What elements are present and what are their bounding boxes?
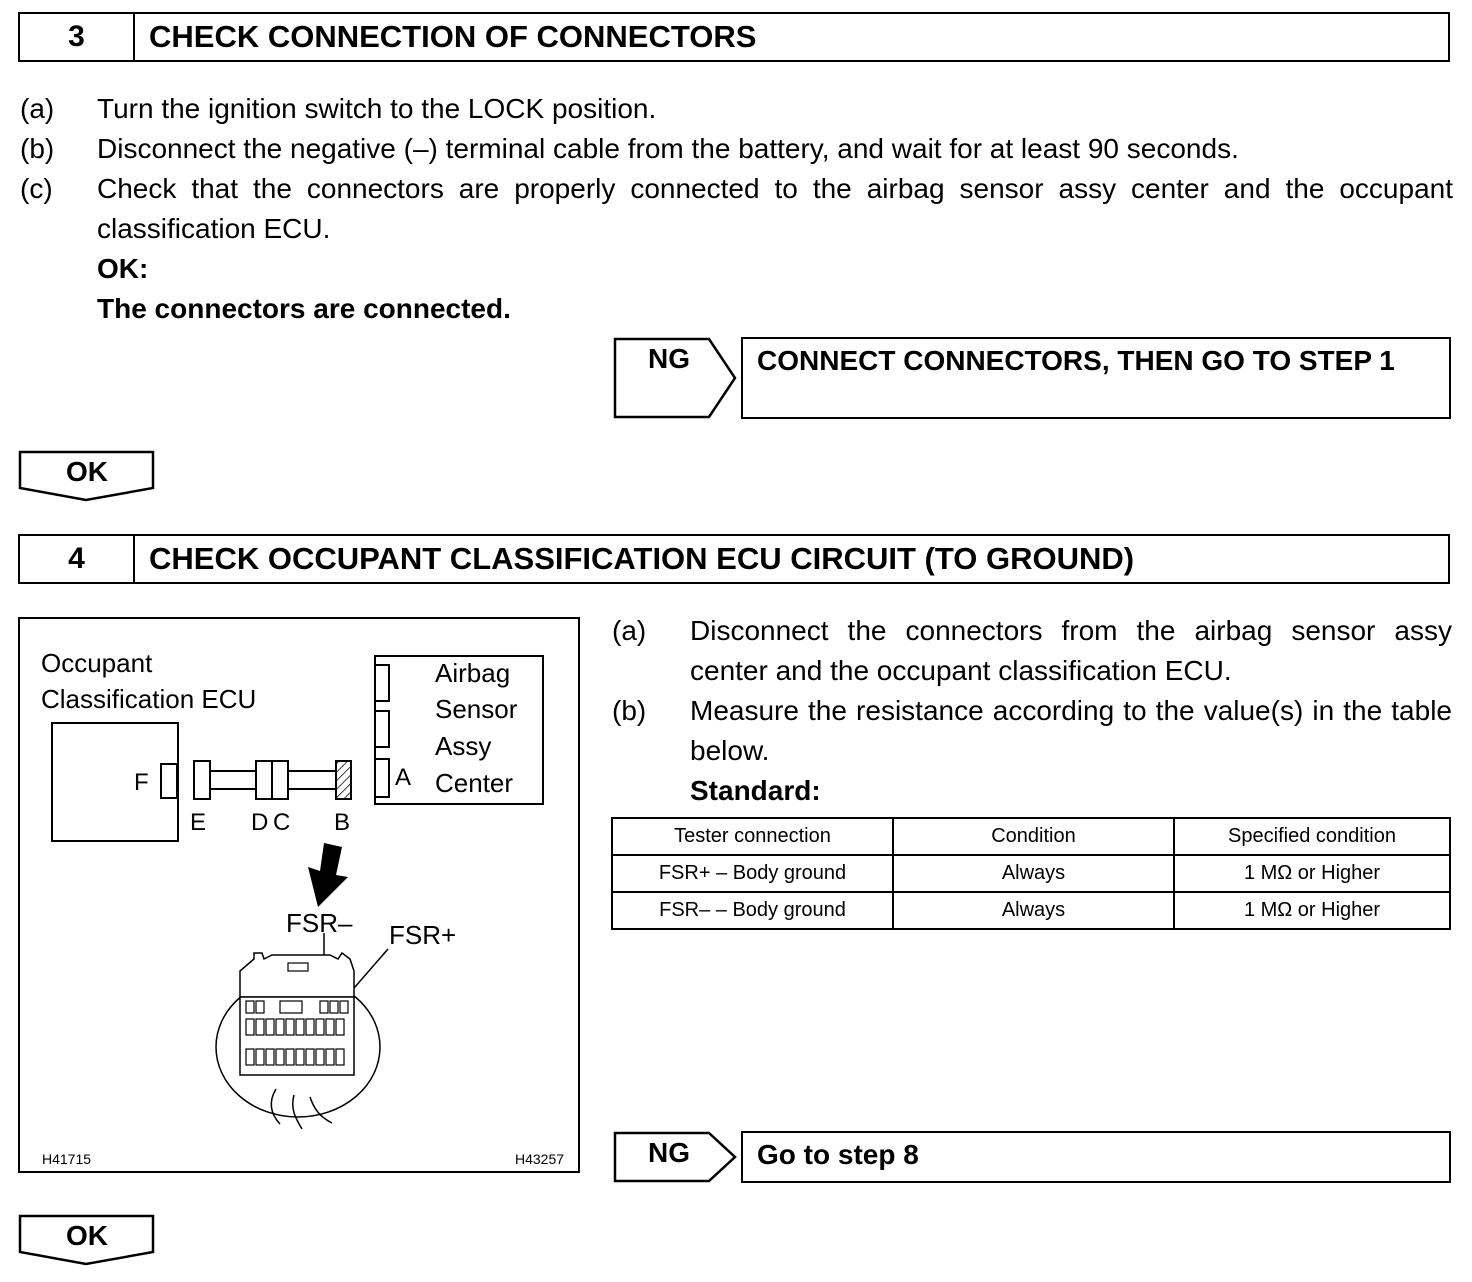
item-text: Turn the ignition switch to the LOCK position. xyxy=(97,93,657,124)
step-3-header xyxy=(18,12,1450,62)
sensor-label-line1: Airbag xyxy=(435,658,511,688)
ng-label: NG xyxy=(648,1137,690,1168)
item-label: (a) xyxy=(612,615,647,646)
table-cell: Always xyxy=(893,855,1174,892)
table-header: Specified condition xyxy=(1174,818,1450,855)
table-cell: FSR– – Body ground xyxy=(612,892,893,929)
standard-label: Standard: xyxy=(690,775,821,806)
sensor-label-line2: Sensor xyxy=(435,694,518,724)
ok-label: OK xyxy=(66,1220,108,1251)
item-label: (c) xyxy=(20,173,53,204)
wire-harness-icon xyxy=(190,757,360,807)
table-header: Condition xyxy=(893,818,1174,855)
connector-letter-f: F xyxy=(134,769,149,796)
step-title: CHECK OCCUPANT CLASSIFICATION ECU CIRCUIT (TO GROUND) xyxy=(149,541,1135,576)
step-4-item-b xyxy=(612,691,1452,771)
step-3-item-c xyxy=(0,169,1472,249)
ng-tag xyxy=(613,1131,738,1183)
table-cell: FSR+ – Body ground xyxy=(612,855,893,892)
item-label: (a) xyxy=(20,93,55,124)
fsr-plus-label: FSR+ xyxy=(389,920,457,950)
ok-tag xyxy=(18,1214,156,1266)
spec-table xyxy=(611,817,1451,930)
connector-letter-a: A xyxy=(395,764,412,791)
connector-letter-b: B xyxy=(334,809,351,836)
ng-label: NG xyxy=(648,343,690,374)
ecu-label-line2: Classification ECU xyxy=(41,684,257,714)
sensor-connector-slot xyxy=(374,664,390,702)
table-header-row xyxy=(612,818,1450,855)
ng-tag xyxy=(613,337,738,419)
pointer-arrow-icon xyxy=(302,841,352,911)
connector-diagram xyxy=(18,617,580,1173)
connector-letter-e: E xyxy=(190,809,207,836)
step-number: 4 xyxy=(20,536,135,582)
sensor-label-line3: Assy xyxy=(435,731,492,761)
ecu-connector-f xyxy=(160,763,178,799)
table-header: Tester connection xyxy=(612,818,893,855)
figure-code-left: H41715 xyxy=(42,1151,92,1167)
ecu-connector-face-icon xyxy=(210,919,390,1139)
step-3-item-a xyxy=(0,89,1472,129)
ok-criteria: The connectors are connected. xyxy=(97,293,511,324)
fsr-minus-label: FSR– xyxy=(286,908,353,938)
ok-tag xyxy=(18,450,156,502)
step-title: CHECK CONNECTION OF CONNECTORS xyxy=(149,19,757,54)
table-cell: 1 MΩ or Higher xyxy=(1174,855,1450,892)
ng-action-box: Go to step 8 xyxy=(741,1131,1451,1183)
table-row xyxy=(612,892,1450,929)
connector-letter-d: D xyxy=(251,809,269,836)
item-label: (b) xyxy=(612,695,647,726)
table-cell: 1 MΩ or Higher xyxy=(1174,892,1450,929)
item-text: Check that the connectors are properly connected to the airbag sensor assy center and the occupant classification ECU. xyxy=(97,173,1453,244)
step-4-header xyxy=(18,534,1450,584)
table-cell: Always xyxy=(893,892,1174,929)
step-4-item-a xyxy=(612,611,1452,691)
step-3-item-b xyxy=(0,129,1472,169)
sensor-connector-slot xyxy=(374,758,390,798)
item-text: Disconnect the negative (–) terminal cable from the battery, and wait for at least 90 seconds. xyxy=(97,133,1239,164)
sensor-label-line4: Center xyxy=(435,768,514,798)
ecu-label-line1: Occupant xyxy=(41,648,153,678)
sensor-connector-slot xyxy=(374,710,390,748)
item-text: Disconnect the connectors from the airbag sensor assy center and the occupant classification ECU. xyxy=(690,615,1452,686)
step-number: 3 xyxy=(20,14,135,60)
item-text: Measure the resistance according to the value(s) in the table below. xyxy=(690,695,1452,766)
ok-label: OK xyxy=(66,456,108,487)
figure-code-right: H43257 xyxy=(515,1151,565,1167)
ng-action-box: CONNECT CONNECTORS, THEN GO TO STEP 1 xyxy=(741,337,1451,419)
connector-letter-c: C xyxy=(273,809,291,836)
ok-heading: OK: xyxy=(97,253,149,284)
item-label: (b) xyxy=(20,133,55,164)
table-row xyxy=(612,855,1450,892)
